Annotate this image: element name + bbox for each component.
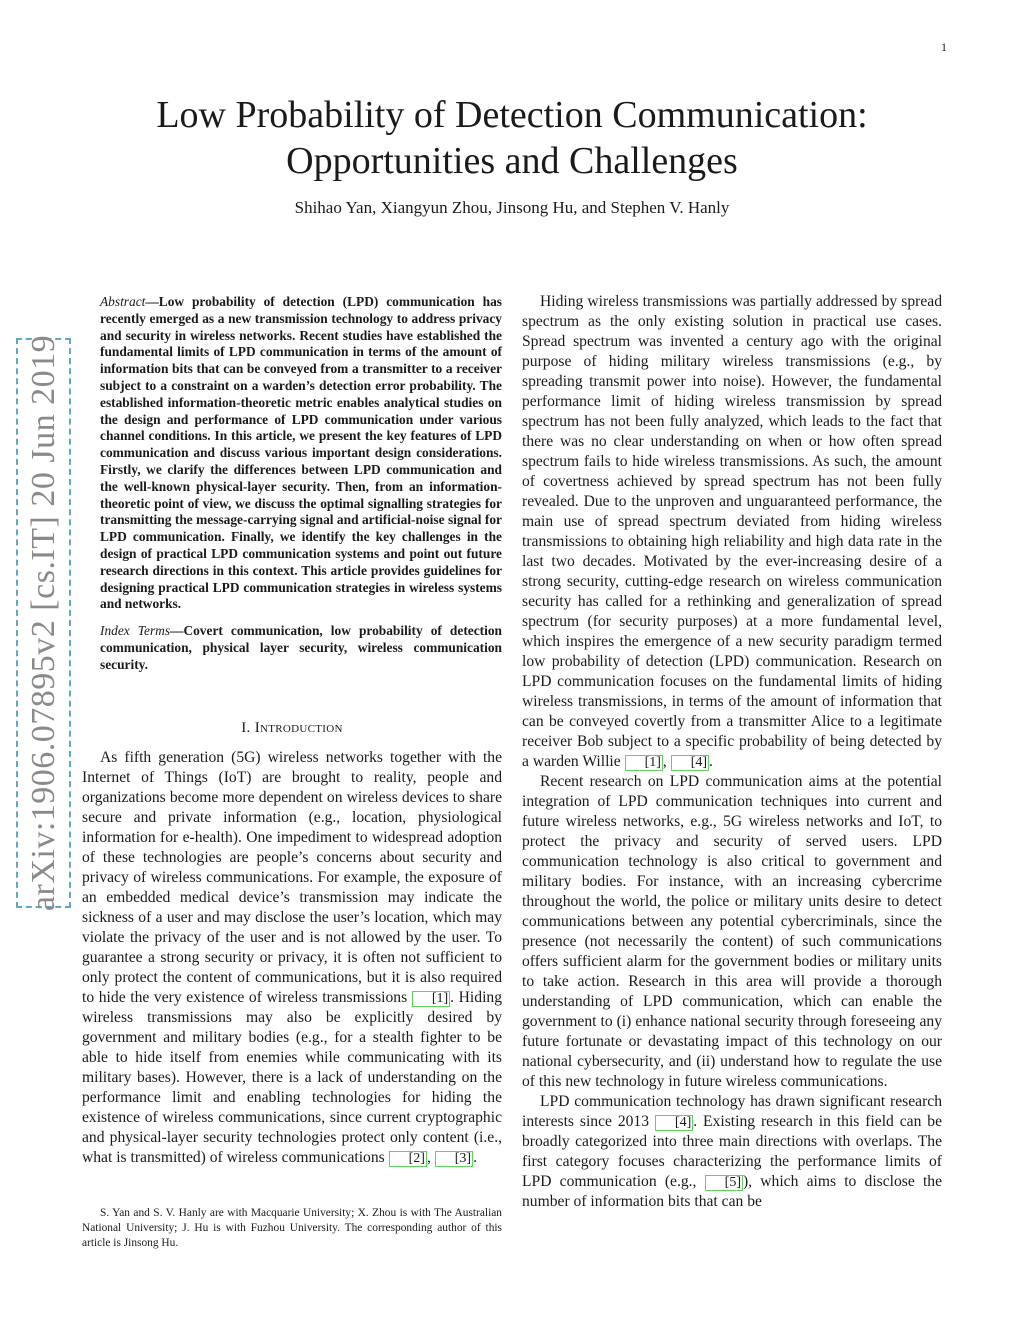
intro-paragraph-1 xyxy=(82,748,502,1168)
index-terms: Index Terms—Covert communication, low probability of detection communication, physical layer security, wireless communication security. xyxy=(100,623,502,672)
right-text-1a: Hiding wireless transmissions was partially addressed by spread spectrum as the only existing solution in practical use cases. Spread spectrum was invented a century ago with the original purpose of hiding military wireless transmissions (e.g., by spreading transmit power into noise). However, the fundamental performance limit of hiding wireless transmission by spread spectrum has not been fully analyzed, which leads to the fact that there was no clear understanding on when or how often spread spectrum fails to hide wireless transmissions. As such, the amount of covertness achieved by spread spectrum has not been fully revealed. Due to the unproven and unguaranteed performance, the main use of spread spectrum deviated from hiding wireless transmissions to obtaining high reliability and high data rate in the last two decades. Motivated by the ever-increasing desire of a strong security, cutting-edge research on wireless communication security has called for a rethinking and generalization of spread spectrum (for security purposes) at a more fundamental level, which inspires the emergence of a new security paradigm termed low probability of detection (LPD) communication. Research on LPD communication focuses on the fundamental limits of hiding wireless transmissions, in terms of the amount of information that can be conveyed covertly from a transmitter Alice to a legitimate receiver Bob subject to a specific probability of being detected by a warden Willie xyxy=(522,293,942,770)
section-heading-introduction xyxy=(82,720,502,737)
abstract xyxy=(82,294,502,674)
citation-separator: , xyxy=(426,1149,435,1166)
citation-link-2[interactable]: [2] xyxy=(389,1151,427,1167)
section-title: Introduction xyxy=(254,720,343,736)
arxiv-identifier: arXiv:1906.07895v2 [cs.IT] 20 Jun 2019 xyxy=(24,334,62,912)
introduction-body xyxy=(82,748,502,1168)
citation-link-1b[interactable]: [1] xyxy=(625,755,663,771)
sentence-end: . xyxy=(473,1149,477,1166)
citation-link-4[interactable]: [4] xyxy=(671,755,709,771)
abstract-paragraph: Abstract—Low probability of detection (LPD) communication has recently emerged as a new transmission technology to address privacy and security in wireless networks. Recent studies have established the fundamental limits of LPD communication in terms of the amount of information bits that can be conveyed from a transmitter to a receiver subject to a constraint on a warden’s detection error probability. The established information-theoretic metric enables analytical studies on the design and performance of LPD communication under various channel conditions. In this article, we present the key features of LPD communication and discuss various important design considerations. Firstly, we clarify the differences between LPD communication and the well-known physical-layer security. Then, from an information-theoretic point of view, we discuss the optimal signalling strategies for transmitting the message-carrying signal and artificial-noise signal for LPD communication. Finally, we identify the key challenges in the design of practical LPD communication systems and point out future research directions in this context. This article provides guidelines for designing practical LPD communication strategies in wireless systems and networks. xyxy=(100,294,502,612)
citation-link-4b[interactable]: [4] xyxy=(655,1115,693,1131)
page-number: 1 xyxy=(941,40,947,54)
abstract-text: Low probability of detection (LPD) communication has recently emerged as a new transmission technology to address privacy and security in wireless networks. Recent studies have established the fundamental limits of LPD communication in terms of the amount of information bits that can be conveyed from a transmitter to a receiver subject to a constraint on a warden’s detection error probability. The established information-theoretic metric enables analytical studies on the design and performance of LPD communication under various channel conditions. In this article, we present the key features of LPD communication and discuss various important design considerations. Firstly, we clarify the differences between LPD communication and the well-known physical-layer security. Then, from an information-theoretic point of view, we discuss the optimal signalling strategies for transmitting the message-carrying signal and artificial-noise signal for LPD communication. Finally, we identify the key challenges in the design of practical LPD communication systems and point out future research directions in this context. This article provides guidelines for designing practical LPD communication strategies in wireless systems and networks. xyxy=(100,294,502,612)
right-text-3a: LPD communication technology has drawn significant research interests since 2013 xyxy=(522,1093,942,1130)
index-terms-label: Index Terms xyxy=(100,623,171,639)
author-affiliation-footnote: S. Yan and S. V. Hanly are with Macquarie University; X. Zhou is with The Australian National University; J. Hu is with Fuzhou University. The corresponding author of this article is Jinsong Hu. xyxy=(82,1207,502,1249)
right-paragraph-2: Recent research on LPD communication aims at the potential integration of LPD communication techniques into current and future wireless networks, e.g., 5G wireless networks and IoT, to protect the privacy and security of served users. LPD communication technology is also critical to government and military bodies. For instance, with an increasing cybercrime throughout the world, the police or military units desire to detect communications between any potential cybercriminals, since the presence (not necessarily the content) of such communications offers sufficient alarm for the government bodies or military units to take action. Research in this area will provide a thorough understanding of LPD communication, which can enable the government to (i) enhance national security through foreseeing any future fortunate or devastating impact of this technology on our national cybersecurity, and (ii) understand how to regulate the use of this new technology in future wireless communications. xyxy=(522,773,942,1090)
citation-separator-2: , xyxy=(662,753,671,770)
citation-link-3[interactable]: [3] xyxy=(435,1151,473,1167)
right-column-body xyxy=(522,292,942,1212)
arxiv-stamp[interactable] xyxy=(16,334,71,912)
title-line-1: Low Probability of Detection Communication: xyxy=(156,94,868,136)
right-paragraph-3 xyxy=(522,1092,942,1212)
title-line-2: Opportunities and Challenges xyxy=(286,140,738,182)
citation-link-1[interactable]: [1] xyxy=(412,991,450,1007)
citation-link-5[interactable]: [5] xyxy=(705,1175,743,1191)
section-number: I. xyxy=(241,720,251,736)
paper-title xyxy=(0,92,1024,184)
right-text-3b: . Existing research in this field can be broadly categorized into three main directions with overlaps. The first category focuses characterizing the performance limits of LPD communication (e.g., xyxy=(522,1113,943,1190)
right-text-3c: ), which aims to disclose the number of information bits that can be xyxy=(522,1173,943,1210)
author-list: Shihao Yan, Xiangyun Zhou, Jinsong Hu, and Stephen V. Hanly xyxy=(294,198,730,217)
abstract-label: Abstract xyxy=(100,294,146,309)
intro-text-1b: . Hiding wireless transmissions may also be explicitly desired by government and military bodies (e.g., for a stealth fighter to be able to hide itself from enemies while communicating with its military bases). However, there is a lack of understanding on the performance limit and enabling technologies for hiding the existence of wireless communications, since current cryptographic and physical-layer security technologies protect only content (i.e., what is transmitted) of wireless communications xyxy=(82,989,502,1166)
intro-text-1a: As fifth generation (5G) wireless networks together with the Internet of Things (IoT) are brought to reality, people and organizations become more dependent on wireless devices to share secure and private information (e.g., location, physiological information for e-health). One impediment to widespread adoption of these technologies are people’s concerns about security and privacy of wireless communications. For example, the exposure of an embedded medical device’s transmission may indicate the sickness of a user and may disclose the user’s location, which may violate the privacy of the user and is not allowed by the user. To guarantee a strong security or privacy, it is often not sufficient to only protect the content of communications, but it is also required to hide the very existence of wireless transmissions xyxy=(82,749,502,1006)
sentence-end-2: . xyxy=(709,753,713,770)
right-paragraph-1 xyxy=(522,292,942,772)
index-terms-text: Covert communication, low probability of detection communication, physical layer security, wireless communication security. xyxy=(100,623,502,672)
